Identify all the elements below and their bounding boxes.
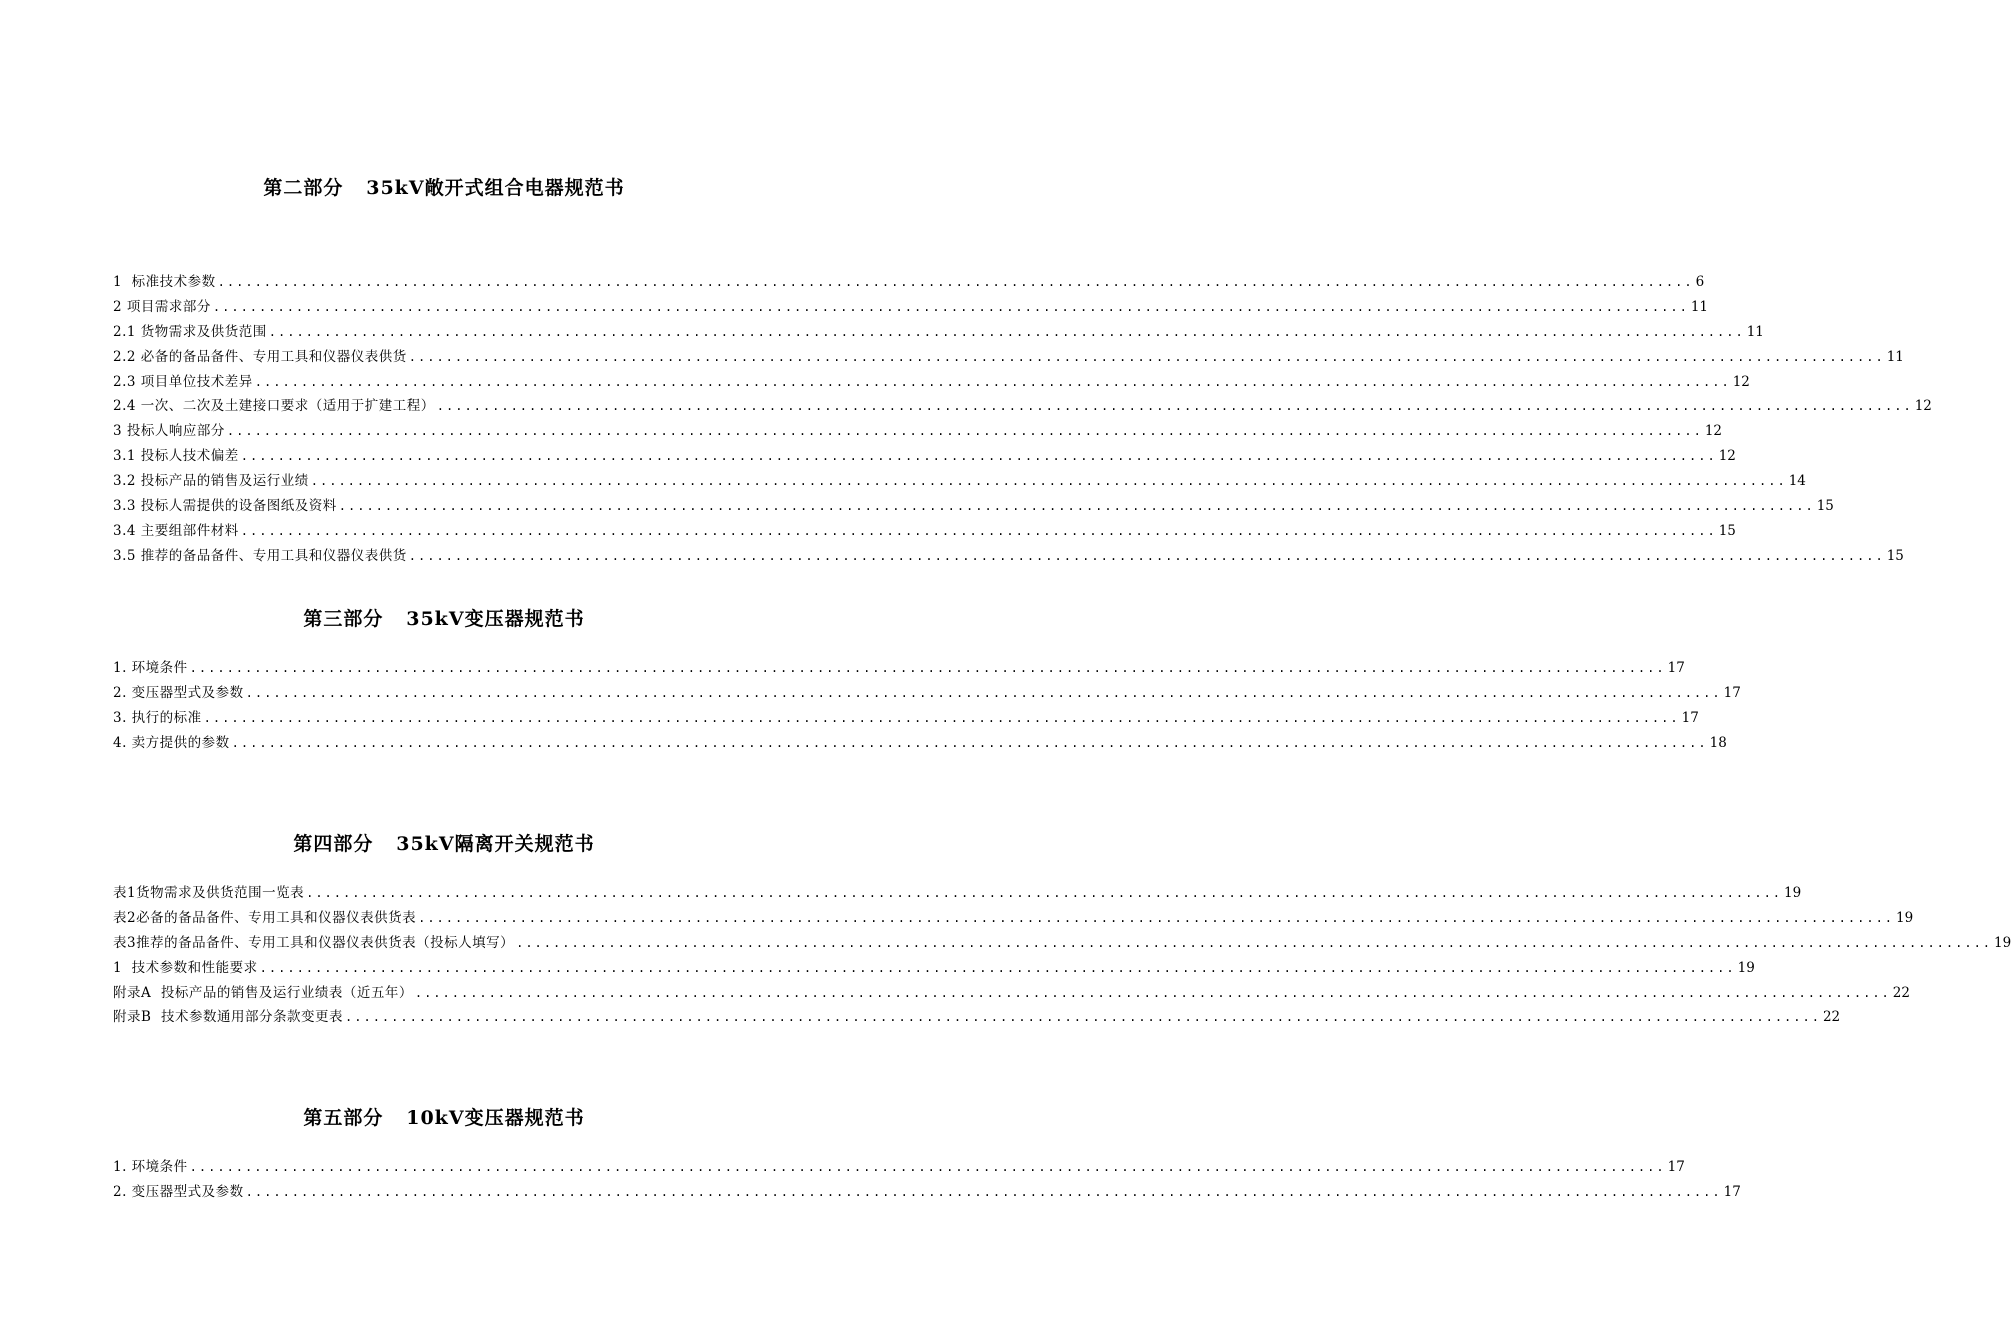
- section-title: 第四部分 35kV隔离开关规范书: [293, 833, 595, 855]
- toc-entry-label: 表3推荐的备品备件、专用工具和仪器仪表供货表（投标人填写）: [113, 934, 515, 951]
- toc-entry-page: 17: [1667, 1159, 1685, 1175]
- toc-entry-page: 17: [1723, 1183, 1741, 1200]
- toc-entry[interactable]: [113, 419, 1723, 444]
- toc-entry[interactable]: [113, 469, 1806, 494]
- toc-entry-label: 3.1 投标人技术偏差: [113, 448, 239, 465]
- dot-leader: ................................................................................................................................................................: [408, 349, 1885, 364]
- toc-section-part-2: [113, 176, 1932, 569]
- toc-entry-label: 4. 卖方提供的参数: [113, 734, 230, 751]
- toc-list: [113, 270, 1932, 569]
- toc-entry-label: 3.4 主要组部件材料: [113, 522, 239, 539]
- toc-entry[interactable]: [113, 320, 1764, 345]
- toc-entry-label: 2 项目需求部分: [113, 298, 211, 315]
- dot-leader: ................................................................................................................................................................: [245, 685, 1722, 700]
- toc-entry-page: 12: [1718, 448, 1736, 465]
- toc-entry[interactable]: [113, 931, 2011, 956]
- dot-leader: ................................................................................................................................................................: [231, 735, 1708, 750]
- dot-leader: ................................................................................................................................................................: [212, 299, 1689, 314]
- toc-entry-label: 1. 环境条件: [113, 660, 188, 676]
- toc-entry-label: 2.4 一次、二次及土建接口要求（适用于扩建工程）: [113, 398, 435, 415]
- toc-entry-label: 2. 变压器型式及参数: [113, 1183, 244, 1200]
- dot-leader: ................................................................................................................................................................: [189, 661, 1666, 675]
- section-title: 第二部分 35kV敞开式组合电器规范书: [263, 177, 625, 199]
- toc-entry-label: 3.5 推荐的备品备件、专用工具和仪器仪表供货: [113, 547, 407, 564]
- dot-leader: ................................................................................................................................................................: [203, 710, 1680, 725]
- toc-entry[interactable]: [113, 444, 1736, 469]
- toc-entry[interactable]: [113, 656, 1685, 681]
- toc-entry[interactable]: [113, 519, 1736, 544]
- dot-leader: ................................................................................................................................................................: [338, 499, 1815, 514]
- dot-leader: ................................................................................................................................................................: [306, 886, 1783, 900]
- dot-leader: ................................................................................................................................................................: [254, 374, 1731, 389]
- toc-entry[interactable]: [113, 981, 1910, 1006]
- toc-entry-page: 11: [1886, 348, 1904, 365]
- toc-section-part-4: [113, 832, 2011, 1030]
- toc-entry[interactable]: [113, 731, 1727, 756]
- toc-entry-page: 14: [1788, 473, 1806, 490]
- dot-leader: ................................................................................................................................................................: [436, 399, 1913, 414]
- toc-entry[interactable]: [113, 906, 1914, 931]
- section-title: 第三部分 35kV变压器规范书: [303, 608, 585, 630]
- dot-leader: ................................................................................................................................................................: [189, 1160, 1666, 1174]
- dot-leader: ................................................................................................................................................................: [408, 548, 1885, 563]
- toc-entry-page: 15: [1718, 522, 1736, 539]
- toc-entry-page: 6: [1695, 274, 1705, 290]
- toc-entry[interactable]: [113, 345, 1904, 370]
- toc-entry-page: 19: [1994, 934, 2011, 951]
- dot-leader: ................................................................................................................................................................: [259, 960, 1736, 975]
- toc-entry-label: 2.2 必备的备品备件、专用工具和仪器仪表供货: [113, 348, 407, 365]
- toc-entry-page: 17: [1667, 660, 1685, 676]
- toc-list: [113, 1155, 1741, 1205]
- toc-entry[interactable]: [113, 370, 1750, 395]
- toc-entry-label: 1 技术参数和性能要求: [113, 959, 258, 976]
- toc-entry-page: 22: [1822, 1009, 1841, 1026]
- dot-leader: ................................................................................................................................................................: [240, 523, 1717, 538]
- toc-entry[interactable]: [113, 956, 1755, 981]
- toc-entry-label: 2.3 项目单位技术差异: [113, 373, 253, 390]
- dot-leader: ................................................................................................................................................................: [516, 935, 1993, 950]
- dot-leader: ................................................................................................................................................................: [418, 910, 1895, 925]
- toc-entry-label: 2.1 货物需求及供货范围: [113, 323, 267, 340]
- toc-entry-page: 19: [1896, 909, 1914, 926]
- toc-entry-label: 3.3 投标人需提供的设备图纸及资料: [113, 498, 337, 515]
- toc-entry-label: 1 标准技术参数: [113, 274, 216, 290]
- toc-entry[interactable]: [113, 1005, 1841, 1030]
- toc-list: [113, 881, 2011, 1030]
- dot-leader: ................................................................................................................................................................: [310, 474, 1787, 489]
- toc-entry-page: 19: [1737, 959, 1755, 976]
- dot-leader: ................................................................................................................................................................: [345, 1010, 1821, 1025]
- toc-entry[interactable]: [113, 1180, 1741, 1205]
- toc-entry[interactable]: [113, 706, 1699, 731]
- toc-entry-page: 17: [1681, 709, 1699, 726]
- dot-leader: ................................................................................................................................................................: [245, 1184, 1722, 1199]
- toc-entry-page: 18: [1709, 734, 1727, 751]
- toc-entry-page: 11: [1746, 323, 1764, 340]
- toc-entry-label: 3 投标人响应部分: [113, 423, 225, 440]
- toc-entry[interactable]: [113, 270, 1705, 295]
- toc-entry-label: 1. 环境条件: [113, 1159, 188, 1175]
- toc-entry-label: 表2必备的备品备件、专用工具和仪器仪表供货表: [113, 909, 417, 926]
- toc-entry-label: 表1货物需求及供货范围一览表: [113, 885, 305, 901]
- dot-leader: ................................................................................................................................................................: [226, 424, 1703, 439]
- toc-entry[interactable]: [113, 1155, 1685, 1180]
- toc-entry-page: 12: [1732, 373, 1750, 390]
- toc-entry-page: 17: [1723, 684, 1741, 701]
- toc-section-part-3: [113, 607, 1741, 756]
- dot-leader: ................................................................................................................................................................: [240, 449, 1717, 464]
- toc-entry[interactable]: [113, 494, 1834, 519]
- dot-leader: ................................................................................................................................................................: [268, 324, 1745, 339]
- toc-entry[interactable]: [113, 394, 1932, 419]
- section-title: 第五部分 10kV变压器规范书: [303, 1107, 585, 1129]
- toc-entry[interactable]: [113, 881, 1802, 906]
- dot-leader: ................................................................................................................................................................: [217, 275, 1694, 289]
- toc-entry-page: 12: [1704, 423, 1723, 440]
- toc-entry-page: 15: [1816, 498, 1834, 515]
- toc-entry-label: 附录B 技术参数通用部分条款变更表: [113, 1009, 344, 1026]
- toc-entry-page: 15: [1886, 547, 1904, 564]
- toc-entry-page: 12: [1914, 398, 1932, 415]
- toc-entry-label: 附录A 投标产品的销售及运行业绩表（近五年）: [113, 984, 413, 1001]
- toc-entry-label: 3.2 投标产品的销售及运行业绩: [113, 473, 309, 490]
- toc-entry-label: 2. 变压器型式及参数: [113, 684, 244, 701]
- toc-entry[interactable]: [113, 681, 1741, 706]
- toc-entry[interactable]: [113, 295, 1709, 320]
- dot-leader: ................................................................................................................................................................: [414, 985, 1891, 1000]
- toc-list: [113, 656, 1741, 756]
- toc-entry-page: 11: [1690, 298, 1709, 315]
- toc-section-part-5: [113, 1106, 1741, 1205]
- toc-entry-label: 3. 执行的标准: [113, 709, 202, 726]
- toc-entry[interactable]: [113, 544, 1904, 569]
- toc-entry-page: 19: [1784, 885, 1802, 901]
- toc-entry-page: 22: [1892, 984, 1910, 1001]
